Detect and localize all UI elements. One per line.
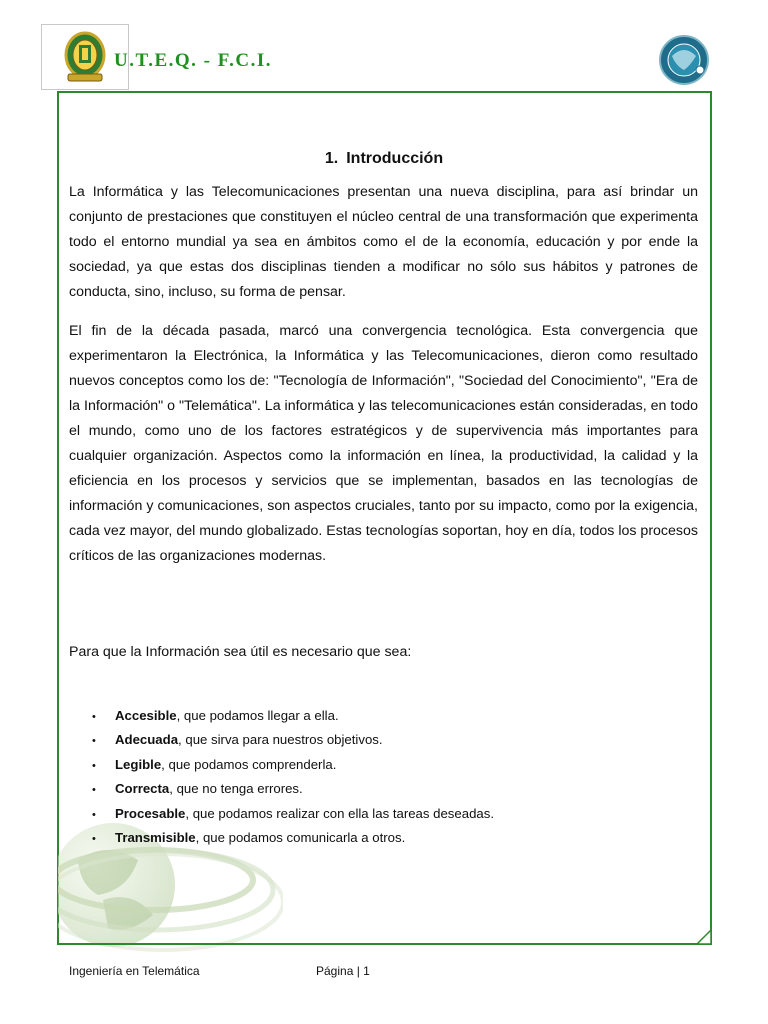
list-item [92, 753, 652, 777]
list-item [92, 704, 652, 728]
section-number: 1. [324, 150, 339, 167]
bullet-text: , que podamos llegar a ella. [176, 708, 339, 723]
bullet-icon: • [92, 711, 96, 723]
bullet-term: Transmisible [115, 829, 196, 845]
bullet-text: , que podamos comunicarla a otros. [195, 829, 406, 845]
university-crest-icon [62, 29, 108, 85]
list-item [92, 802, 652, 826]
paragraph-convergence: El fin de la década pasada, marcó una convergencia tecnológica. Esta convergencia que experimentaron la Electrónica, la Informática y las Telecomunicaciones, dieron como resultado nuevos conceptos como los de: "Tecnología de Información", "Sociedad del Conocimiento", "Era de la Información" o "Telemática". La informática y las telecomunicaciones están consideradas, en todo el mundo, como uno de los factores estratégicos y de supervivencia más importantes para cualquier organización. Aspectos como la información en línea, la productividad, la calidad y la eficiencia en los procesos y servicios que se implementan, basados en las tecnologías de información y comunicaciones, son aspectos cruciales, tanto por su impacto, como por la exigencia, cada vez mayor, del mundo globalizado. Estas tecnologías soportan, hoy en día, todos los procesos críticos de las organizaciones modernas. [69, 323, 698, 564]
list-item [92, 777, 652, 801]
information-properties-list [92, 704, 652, 850]
bullet-text: , que no tenga errores. [169, 781, 303, 797]
bullet-icon: • [92, 735, 96, 748]
bullet-term: Adecuada [115, 732, 179, 748]
footer-course-name: Ingeniería en Telemática [69, 964, 200, 978]
bullet-text: , que podamos comprenderla. [161, 756, 337, 772]
bullet-icon: • [92, 832, 96, 845]
bullet-term: Legible [115, 756, 162, 772]
frame-bottom-rule [57, 943, 235, 945]
bullet-icon: • [92, 808, 96, 821]
section-title: Introducción [346, 150, 444, 167]
list-item [92, 728, 652, 752]
page-curl-corner [695, 926, 713, 946]
bullet-term: Correcta [115, 781, 170, 797]
faculty-seal-icon [656, 34, 712, 86]
paragraph-intro: La Informática y las Telecomunicaciones presentan una nueva disciplina, para así brindar un conjunto de prestaciones que constituyen el núcleo central de una transformación que experimenta todo el entorno mundial ya sea en ámbitos como el de la economía, educación y por ende la sociedad, ya que estas dos disciplinas tienden a modificar no sólo sus hábitos y patrones de conducta, sino, incluso, su forma de pensar. [69, 184, 698, 300]
bullet-term: Accesible [115, 708, 177, 723]
bullet-text: , que podamos realizar con ella las tareas deseadas. [185, 805, 494, 821]
header-title: U.T.E.Q. - F.C.I. [114, 50, 272, 71]
bullet-term: Procesable [115, 805, 186, 821]
footer-page-number: Página | 1 [316, 964, 370, 978]
bullet-icon: • [92, 784, 96, 797]
bullet-text: , que sirva para nuestros objetivos. [178, 732, 383, 748]
section-heading [0, 150, 768, 168]
list-item [92, 826, 652, 850]
bullet-icon: • [92, 759, 96, 772]
paragraph-requirements: Para que la Información sea útil es necesario que sea: [69, 644, 412, 660]
